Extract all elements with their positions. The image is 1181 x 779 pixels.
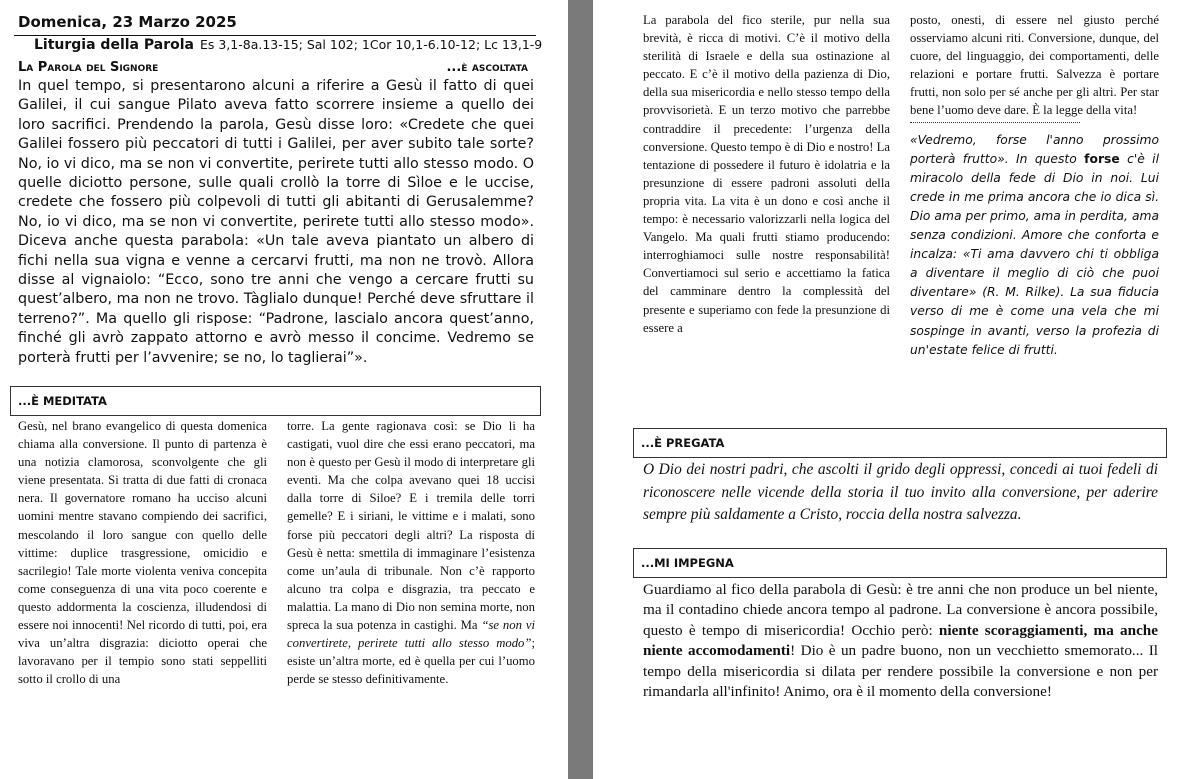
reflection-column-2 — [910, 11, 1159, 360]
impegno-rest: ! Dio è un padre buono, non un vecchietto smemorato... Il tempo della misericordia si dilata per rendere possibile la conversione e non per rimandarla all'infinito! Animo, ora è il momento della conversione! — [643, 642, 1158, 701]
prayer-text: O Dio dei nostri padri, che ascolti il grido degli oppressi, concedi ai tuoi fedeli di riconoscere nelle vicende della storia il tuo invito alla conversione, per aderire sempre più saldamente a Cristo, roccia della nostra salvezza. — [643, 461, 1158, 524]
impegno-text — [643, 580, 1158, 702]
meditata-col2-ending: ; esiste un’altra morte, ed è quella per cui l’uomo perde se stesso definitivamente. — [287, 636, 535, 687]
meditata-heading-label: ...È MEDITATA — [18, 394, 107, 408]
reflection-column-1: La parabola del fico sterile, pur nella sua brevità, è ricca di motivi. C’è il motivo della sterilità di Israele e della sua ostinazione al peccato. E c’è il motivo della pazienza di Dio, della sua misericordia e nello stesso tempo della provvisorietà. E un terzo motivo che parrebbe contraddire il precedente: l’urgenza della conversione. Questo tempo è di Dio e nostro! La tentazione di possedere il futuro è idolatria e la presunzione di essere padroni assoluti della propria vita. La vita è un dono e così anche il tempo: è necessario valorizzarli nella logica del Vangelo. Ma quali frutti stiamo producendo: interroghiamoci sulle nostre responsabilità! Convertiamoci sul serio e accettiamo la fatica del camminare dentro la complessità del presente e superiamo con fede la presunzione di essere a — [643, 13, 890, 335]
meditata-heading — [10, 386, 541, 416]
meditata-column-1: Gesù, nel brano evangelico di questa domenica chiama alla conversione. Il punto di partenza è una notizia clamorosa, sconvolgente che gli viene presentata. Si tratta di due fatti di cronaca nera. Il governatore romano ha ucciso alcuni uomini mentre stavano compiendo dei sacrifici, mescolando il loro sangue con quello delle vittime: duplice trasgressione, omicidio e sacrilegio! Tale morte violenta veniva concepita come conseguenza di una vita poco coerente e questo addormenta la coscienza, illudendosi di essere noi innocenti! Nel ricordo di tutti, poi, era viva un’altra disgrazia: diciotto operai che lavoravano per il tempio sono stati seppelliti sotto il crollo di una — [18, 419, 267, 687]
pregata-heading-label: ...È PREGATA — [641, 436, 725, 450]
quote-bold-word: forse — [1084, 151, 1120, 166]
quote-start: «Vedremo, forse l'anno prossimo porterà frutto». In questo — [910, 132, 1159, 166]
dotted-separator — [910, 122, 1080, 123]
reflection-col2-text: posto, onesti, di essere nel giusto perché osserviamo alcuni riti. Conversione, dunque, del cuore, del linguaggio, dei comportamenti, delle relazioni e portare frutti. Salvezza è portare frutti, non solo per sé anche per gli altri. Per star bene l’uomo deve dare. È la legge della vita! — [910, 13, 1159, 118]
page-date: Domenica, 23 Marzo 2025 — [18, 13, 237, 31]
parola-heading-row — [18, 60, 528, 75]
meditata-col2-text: torre. La gente ragionava così: se Dio li ha castigati, vuol dire che essi erano peccatori, ma non è questo per Gesù il modo di interpretare gli eventi. Ma che colpa avevano quei 18 uccisi dalla torre di Siloe? E i tremila delle torri gemelle? E i siriani, le vittime e i malati, sono forse più peccatori degli altri? La risposta di Gesù è netta: smettila di immaginare l’esistenza come un’aula di tribunale. Non c’è rapporto alcuno tra colpa e disgrazia, tra peccato e malattia. La mano di Dio non semina morte, non spreca la sua potenza in castighi. Ma — [287, 419, 535, 633]
meditata-gospel-quote: “se non vi convertirete, perirete tutti allo stesso modo” — [287, 618, 535, 651]
meditata-column-2 — [287, 417, 535, 688]
readings-reference: Es 3,1-8a.13-15; Sal 102; 1Cor 10,1-6.10-12; Lc 13,1-9 — [199, 37, 543, 52]
parola-title: La Parola del Signore — [18, 60, 159, 75]
impegno-start: Guardiamo al fico della parabola di Gesù: è tre anni che non produce un bel niente, ma il contadino chiede ancora tempo al padrone. La conversione è ancora possibile, questo è tempo di misericordia! Occhio però: — [643, 581, 1158, 639]
liturgy-title: Liturgia della Parola — [34, 37, 194, 53]
right-page — [593, 0, 1181, 779]
pregata-heading — [633, 428, 1167, 458]
quote-rest: c'è il miracolo della fede di Dio in noi. Lui crede in me prima ancora che io dica sì. Dio ama per primo, ama in perdita, ama senza condizioni. Amore che conforta e incalza: «Ti ama davvero chi ti obbliga a diventare il meglio di ciò che puoi diventare» (R. M. Rilke). La sua fiducia verso di me è come una vela che mi sospinge in avanti, verso la profezia di un'estate felice di frutti. — [910, 151, 1160, 357]
impegna-heading — [633, 548, 1167, 578]
gospel-text: In quel tempo, si presentarono alcuni a riferire a Gesù il fatto di quei Galilei, il cui sangue Pilato aveva fatto scorrere insieme a quello dei loro sacrifici. Prendendo la parola, Gesù disse loro: «Credete che quei Galilei fossero più peccatori di tutti i Galilei, per aver subito tale sorte? No, io vi dico, ma se non vi convertite, perirete tutti allo stesso modo. O quelle diciotto persone, sulle quali crollò la torre di Sìloe e le uccise, credete che fossero più colpevoli di tutti gli abitanti di Gerusalemme? No, io vi dico, ma se non vi convertite, perirete tutti allo stesso modo». Diceva anche questa parabola: «Un tale aveva piantato un albero di fichi nella sua vigna e venne a cercarvi frutti, ma non ne trovò. Allora disse al vignaiolo: “Ecco, sono tre anni che vengo a cercare frutti su quest’albero, ma non ne trovo. Tàglialo dunque! Perché deve sfruttare il terreno?”. Ma quello gli rispose: “Padrone, lascialo ancora quest’anno, finché gli avrò zappato attorno e avrò messo il concime. Vedremo se porterà frutti per l’avvenire; se no, lo taglierai”». — [18, 78, 534, 366]
left-page — [0, 0, 568, 779]
reflection-quote — [910, 131, 1159, 360]
liturgy-header — [14, 35, 543, 53]
parola-subtitle: ...è ascoltata — [446, 60, 528, 75]
impegna-heading-label: ...MI IMPEGNA — [641, 556, 734, 570]
impegno-bold-phrase: niente scoraggiamenti, ma anche niente accomodamenti — [643, 621, 1158, 660]
